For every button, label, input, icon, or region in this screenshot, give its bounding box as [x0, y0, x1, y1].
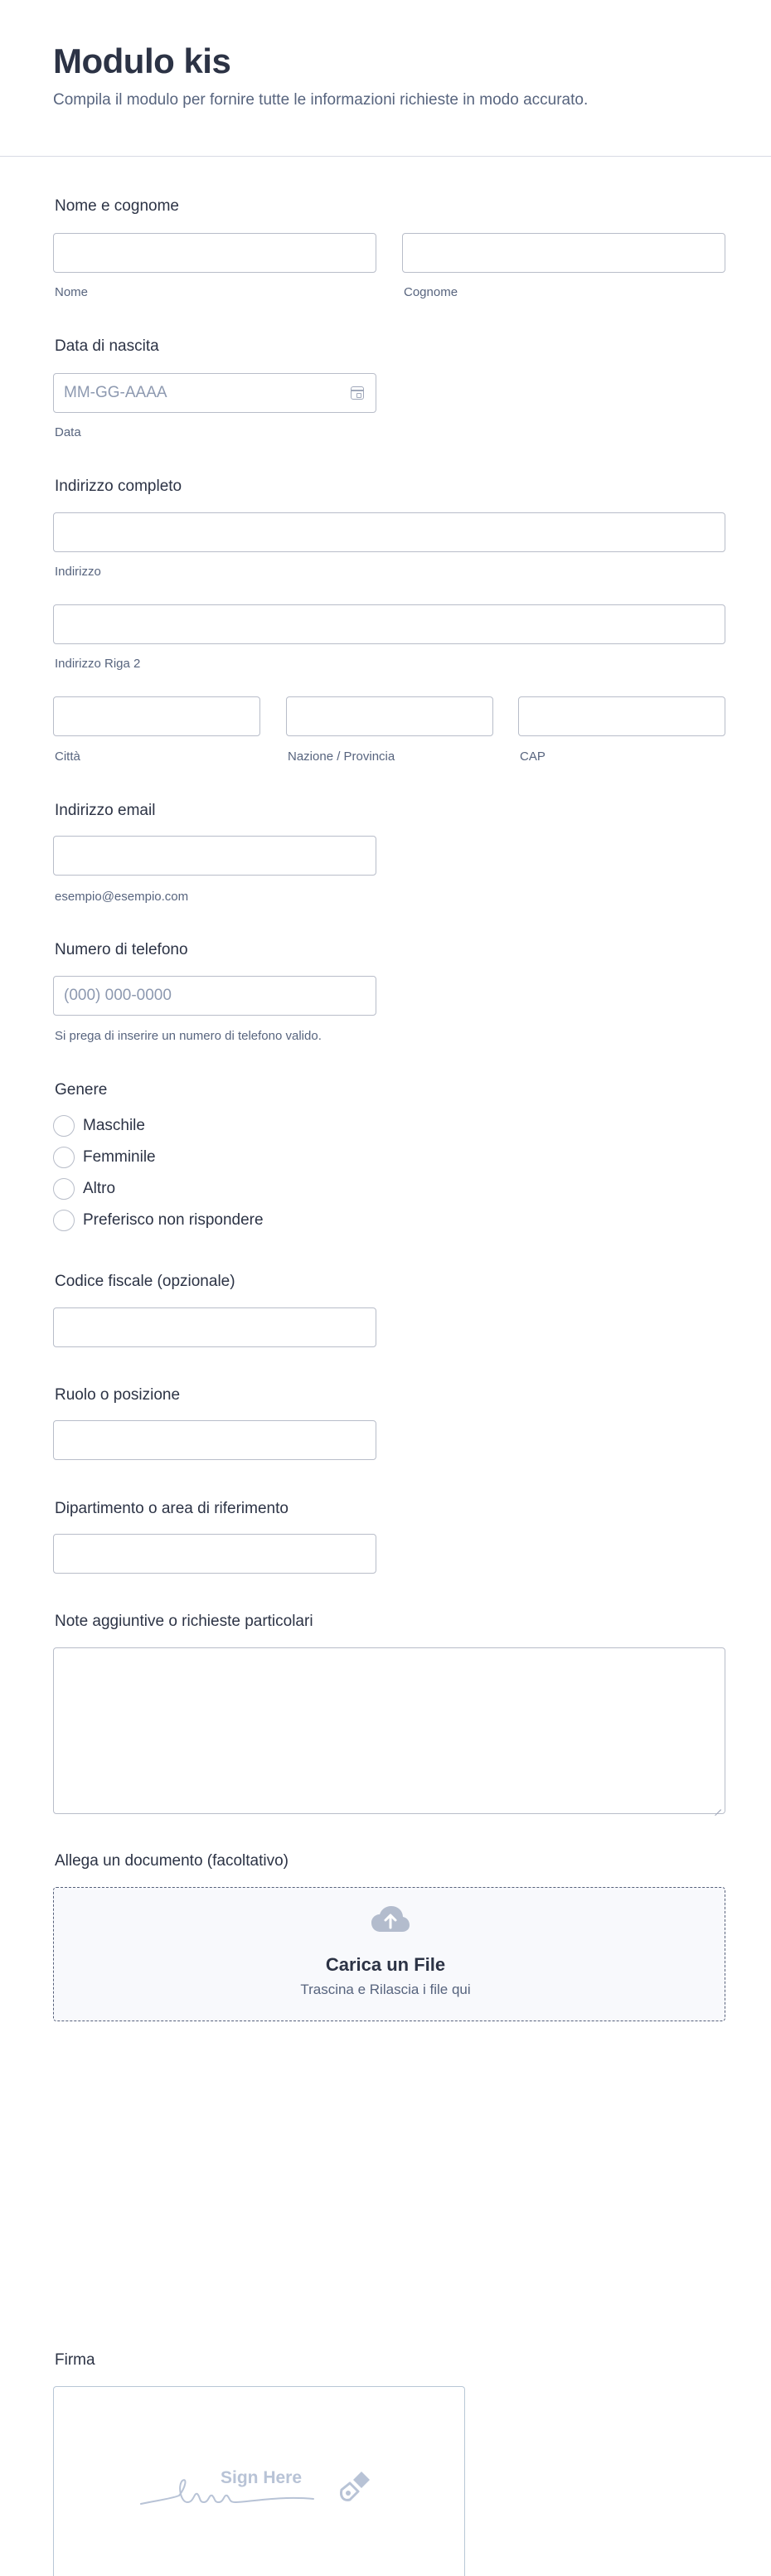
city-input[interactable] — [53, 696, 260, 736]
tax-code-input[interactable] — [53, 1307, 376, 1347]
signature-label: Firma — [55, 2351, 95, 2369]
address-line2-input[interactable] — [53, 604, 725, 644]
gender-option-no-answer[interactable] — [53, 1209, 264, 1232]
email-sublabel: esempio@esempio.com — [55, 890, 189, 904]
role-label: Ruolo o posizione — [55, 1386, 181, 1404]
radio-label: Femminile — [83, 1148, 156, 1166]
upload-cloud-icon — [371, 1905, 410, 1933]
notes-label: Note aggiuntive o richieste particolari — [55, 1613, 313, 1630]
region-sublabel: Nazione / Provincia — [288, 750, 395, 764]
gender-option-maschile[interactable] — [53, 1114, 145, 1138]
phone-input[interactable] — [53, 976, 376, 1016]
first-name-sublabel: Nome — [55, 285, 89, 299]
calendar-icon[interactable] — [351, 386, 364, 400]
notes-textarea[interactable] — [53, 1647, 725, 1814]
city-sublabel: Città — [55, 750, 80, 764]
address-label: Indirizzo completo — [55, 478, 182, 495]
zip-sublabel: CAP — [520, 750, 546, 764]
upload-subtitle: Trascina e Rilascia i file qui — [300, 1982, 471, 1997]
birth-date-sublabel: Data — [55, 425, 81, 439]
phone-sublabel: Si prega di inserire un numero di telefono valido. — [55, 1029, 322, 1043]
radio-button[interactable] — [53, 1210, 75, 1231]
birth-date-input[interactable] — [53, 373, 376, 413]
gender-label: Genere — [55, 1081, 108, 1099]
full-name-label: Nome e cognome — [55, 197, 179, 215]
form-subtitle: Compila il modulo per fornire tutte le informazioni richieste in modo accurato. — [53, 91, 589, 109]
last-name-sublabel: Cognome — [404, 285, 458, 299]
email-input[interactable] — [53, 836, 376, 876]
attachment-label: Allega un documento (facoltativo) — [55, 1852, 289, 1870]
first-name-input[interactable] — [53, 233, 376, 273]
form-header — [0, 0, 771, 157]
address-line1-input[interactable] — [53, 512, 725, 552]
radio-label: Preferisco non rispondere — [83, 1211, 264, 1229]
address-line1-sublabel: Indirizzo — [55, 565, 101, 579]
radio-label: Maschile — [83, 1117, 145, 1134]
form-title: Modulo kis — [53, 41, 231, 80]
gender-option-femminile[interactable] — [53, 1146, 156, 1169]
phone-label: Numero di telefono — [55, 941, 188, 958]
last-name-input[interactable] — [402, 233, 725, 273]
tax-code-label: Codice fiscale (opzionale) — [55, 1273, 235, 1290]
birth-date-label: Data di nascita — [55, 337, 159, 355]
radio-button[interactable] — [53, 1147, 75, 1168]
email-label: Indirizzo email — [55, 802, 156, 819]
role-input[interactable] — [53, 1420, 376, 1460]
address-line2-sublabel: Indirizzo Riga 2 — [55, 657, 141, 671]
signature-hint: Sign Here — [221, 2468, 303, 2487]
region-input[interactable] — [286, 696, 493, 736]
phone-placeholder: (000) 000-0000 — [64, 987, 172, 1004]
resize-handle-icon[interactable] — [715, 1803, 721, 1810]
department-label: Dipartimento o area di riferimento — [55, 1500, 289, 1517]
gender-option-altro[interactable] — [53, 1177, 115, 1201]
birth-date-placeholder: MM-GG-AAAA — [64, 384, 167, 401]
radio-button[interactable] — [53, 1178, 75, 1200]
radio-button[interactable] — [53, 1115, 75, 1137]
upload-title: Carica un File — [325, 1954, 446, 1975]
zip-input[interactable] — [518, 696, 725, 736]
radio-label: Altro — [83, 1180, 116, 1197]
pen-nib-icon — [337, 2467, 375, 2505]
department-input[interactable] — [53, 1534, 376, 1574]
